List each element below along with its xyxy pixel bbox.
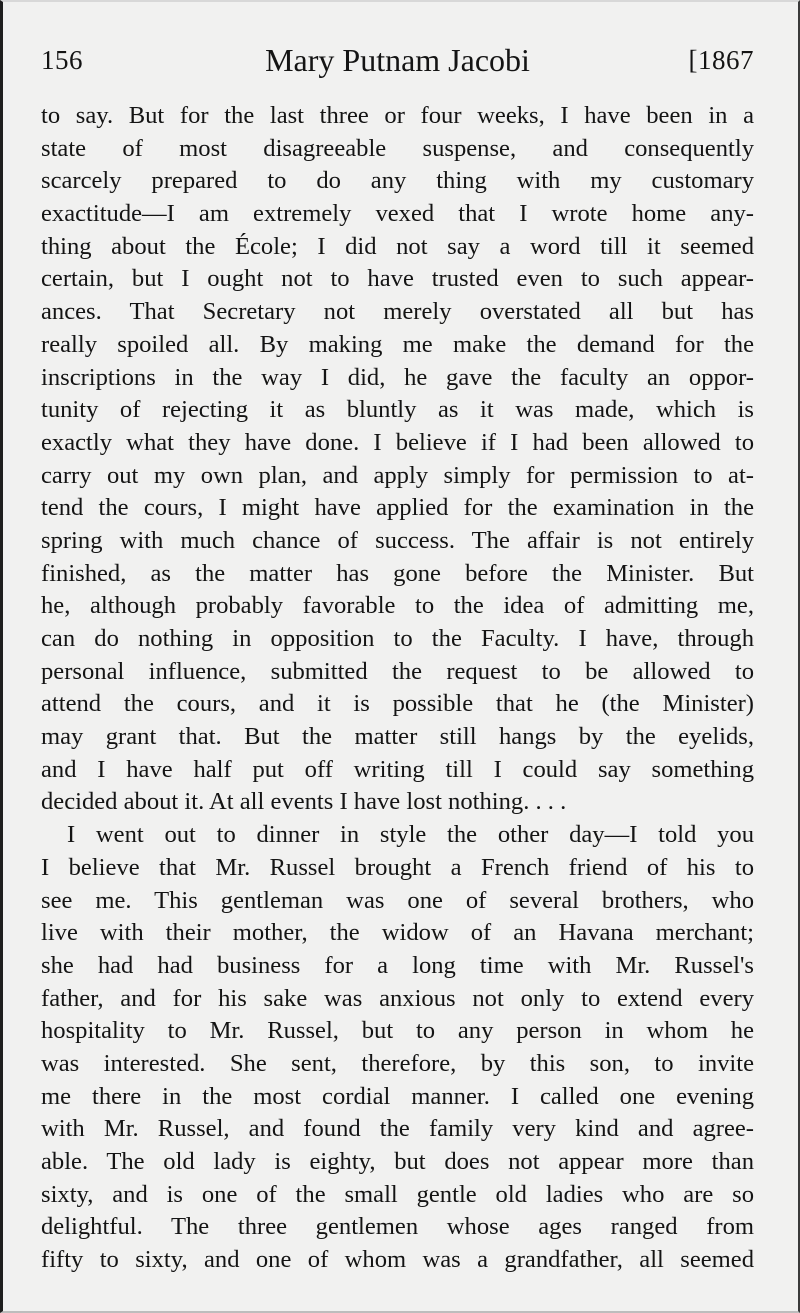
text-line: sixty, and is one of the small gentle old ladies who are so bbox=[41, 1180, 754, 1208]
text-line: tunity of rejecting it as bluntly as it was made, which is bbox=[41, 396, 754, 424]
text-line: and I have half put off writing till I could say something bbox=[41, 755, 754, 783]
text-line: see me. This gentleman was one of several brothers, who bbox=[41, 886, 754, 914]
paragraph-end-line: decided about it. At all events I have lost nothing. . . . bbox=[41, 788, 567, 816]
text-line: certain, but I ought not to have trusted even to such appear- bbox=[41, 265, 754, 293]
text-line: thing about the École; I did not say a word till it seemed bbox=[41, 232, 754, 260]
page-number: 156 bbox=[41, 45, 83, 75]
running-year: [1867 bbox=[688, 45, 754, 75]
text-line: able. The old lady is eighty, but does not appear more than bbox=[41, 1148, 754, 1175]
text-line: carry out my own plan, and apply simply for permission to at- bbox=[41, 461, 754, 489]
text-line: fifty to sixty, and one of whom was a grandfather, all seemed bbox=[41, 1246, 754, 1274]
text-line: spring with much chance of success. The affair is not entirely bbox=[41, 526, 754, 554]
text-line: inscriptions in the way I did, he gave the faculty an oppor- bbox=[41, 363, 754, 391]
text-line: hospitality to Mr. Russel, but to any person in whom he bbox=[41, 1017, 754, 1045]
text-line: ances. That Secretary not merely overstated all but has bbox=[41, 298, 754, 326]
text-line: may grant that. But the matter still hangs by the eyelids, bbox=[41, 723, 754, 751]
paragraph-start-line: I went out to dinner in style the other day—I told you bbox=[67, 821, 754, 849]
text-line: father, and for his sake was anxious not only to extend every bbox=[41, 984, 754, 1012]
text-line: finished, as the matter has gone before the Minister. But bbox=[41, 559, 754, 587]
text-line: can do nothing in opposition to the Faculty. I have, through bbox=[41, 625, 754, 652]
body-text bbox=[41, 100, 754, 1277]
text-line: she had had business for a long time with Mr. Russel's bbox=[41, 951, 754, 979]
text-line: I believe that Mr. Russel brought a French friend of his to bbox=[41, 853, 754, 881]
text-line: with Mr. Russel, and found the family very kind and agree- bbox=[41, 1115, 754, 1143]
text-line: state of most disagreeable suspense, and consequently bbox=[41, 134, 754, 162]
text-line: really spoiled all. By making me make the demand for the bbox=[41, 330, 754, 358]
text-line: exactly what they have done. I believe if I had been allowed to bbox=[41, 428, 754, 456]
text-line: was interested. She sent, therefore, by this son, to invite bbox=[41, 1049, 754, 1077]
text-line: exactitude—I am extremely vexed that I wrote home any- bbox=[41, 200, 754, 228]
text-line: attend the cours, and it is possible that he (the Minister) bbox=[41, 690, 754, 718]
text-line: live with their mother, the widow of an Havana merchant; bbox=[41, 919, 754, 947]
text-line: tend the cours, I might have applied for the examination in the bbox=[41, 494, 754, 522]
text-line: scarcely prepared to do any thing with my customary bbox=[41, 167, 754, 195]
running-head bbox=[41, 38, 754, 82]
text-line: personal influence, submitted the request to be allowed to bbox=[41, 657, 754, 685]
text-line: he, although probably favorable to the idea of admitting me, bbox=[41, 592, 754, 620]
text-line: delightful. The three gentlemen whose ages ranged from bbox=[41, 1213, 754, 1241]
running-title: Mary Putnam Jacobi bbox=[265, 42, 530, 78]
text-line: me there in the most cordial manner. I called one evening bbox=[41, 1082, 754, 1110]
text-line: to say. But for the last three or four weeks, I have been in a bbox=[41, 102, 754, 129]
